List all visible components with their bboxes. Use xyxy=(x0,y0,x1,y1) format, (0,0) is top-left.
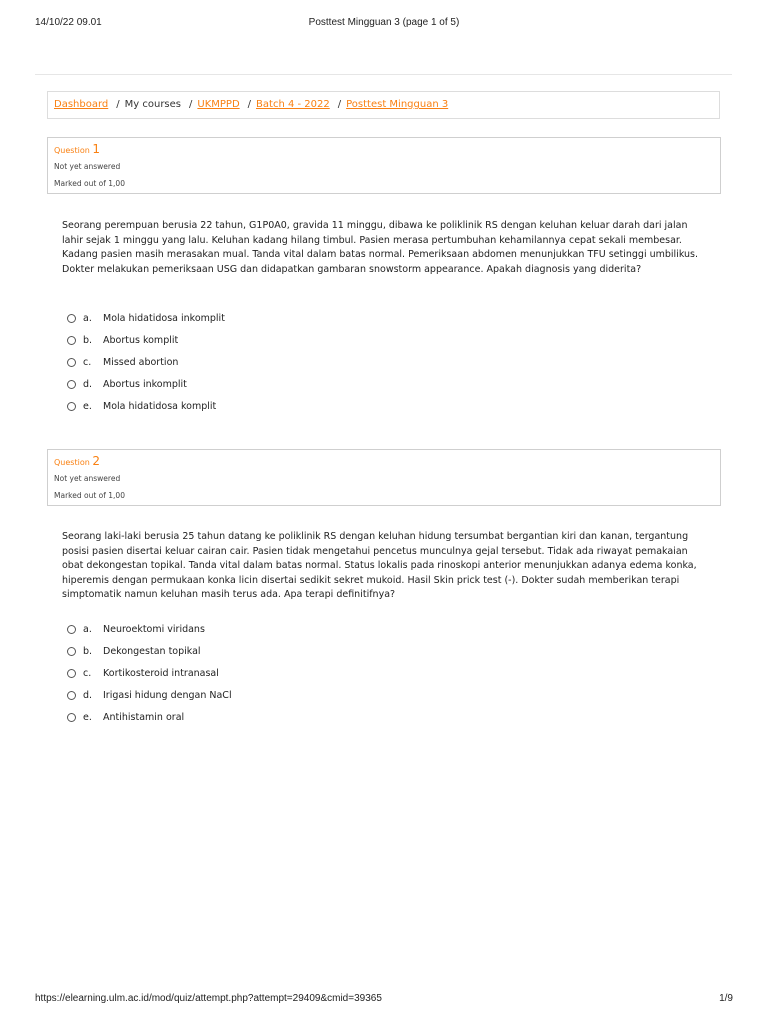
question-number: 2 xyxy=(92,454,100,468)
answer-letter: e. xyxy=(83,401,92,413)
breadcrumb-batch[interactable]: Batch 4 - 2022 xyxy=(256,99,330,110)
question-label: Question xyxy=(54,458,90,467)
page-number: 1/9 xyxy=(719,993,733,1004)
answer-text: Mola hidatidosa inkomplit xyxy=(103,312,225,324)
print-header xyxy=(35,17,733,31)
answer-option[interactable] xyxy=(67,307,707,329)
question-title xyxy=(54,454,714,470)
question-number: 1 xyxy=(92,142,100,156)
breadcrumb-ukmppd[interactable]: UKMPPD xyxy=(197,99,240,110)
breadcrumb-separator: / xyxy=(116,99,120,110)
answer-text: Kortikosteroid intranasal xyxy=(103,667,219,679)
answer-text: Mola hidatidosa komplit xyxy=(103,401,217,413)
question-label: Question xyxy=(54,146,90,155)
question-marks: Marked out of 1,00 xyxy=(54,179,125,188)
breadcrumb-separator: / xyxy=(247,99,252,110)
breadcrumb-my-courses: My courses xyxy=(124,99,182,110)
breadcrumb-posttest[interactable]: Posttest Mingguan 3 xyxy=(346,99,449,110)
answer-text: Abortus inkomplit xyxy=(103,379,187,391)
radio-button[interactable] xyxy=(67,380,76,389)
answer-letter: c. xyxy=(83,667,92,679)
answer-letter: d. xyxy=(83,379,93,391)
radio-button[interactable] xyxy=(67,669,76,678)
question-info-1 xyxy=(47,137,721,194)
question-text-2: Seorang laki-laki berusia 25 tahun datang ke poliklinik RS dengan keluhan hidung tersumbat bergantian kiri dan kanan, tergantung posisi pasien disertai keluar cairan cair. Pasien tidak mengetahui pencetus munculnya gejal tersebut. Tidak ada riwayat pemakaian obat dekongestan topikal. Tanda vital dalam batas normal. Status lokalis pada rinoskopi anterior menunjukkan adanya edema konka, hiperemis dengan permukaan konka licin disertai sedikit sekret mukoid. Hasil Skin prick test (-). Dokter sudah memberikan terapi simptomatik namun keluhan masih terus ada. Apa terapi definitifnya? xyxy=(62,531,697,600)
breadcrumb-separator: / xyxy=(189,99,193,110)
question-title xyxy=(54,142,714,158)
answer-text: Missed abortion xyxy=(103,356,179,368)
divider xyxy=(35,74,732,75)
page-url: https://elearning.ulm.ac.id/mod/quiz/attempt.php?attempt=29409&cmid=39365 xyxy=(35,993,382,1004)
question-marks: Marked out of 1,00 xyxy=(54,491,125,500)
radio-button[interactable] xyxy=(67,691,76,700)
answer-option[interactable] xyxy=(67,329,707,351)
radio-button[interactable] xyxy=(67,647,76,656)
radio-button[interactable] xyxy=(67,358,76,367)
answer-text: Antihistamin oral xyxy=(103,712,185,724)
print-footer xyxy=(35,993,733,1007)
answer-letter: b. xyxy=(83,645,93,657)
radio-button[interactable] xyxy=(67,402,76,411)
answer-letter: e. xyxy=(83,712,92,724)
radio-button[interactable] xyxy=(67,314,76,323)
answer-letter: a. xyxy=(83,623,92,635)
answer-option[interactable] xyxy=(67,351,707,373)
answer-option[interactable] xyxy=(67,618,707,640)
question-info-2 xyxy=(47,449,721,506)
answer-option[interactable] xyxy=(67,662,707,684)
radio-button[interactable] xyxy=(67,713,76,722)
answer-text: Neuroektomi viridans xyxy=(103,623,205,635)
answer-option[interactable] xyxy=(67,374,707,396)
answer-option[interactable] xyxy=(67,685,707,707)
print-title: Posttest Mingguan 3 (page 1 of 5) xyxy=(308,17,460,28)
breadcrumb-separator: / xyxy=(337,99,342,110)
answer-text: Dekongestan topikal xyxy=(103,645,201,657)
answer-option[interactable] xyxy=(67,396,707,418)
answer-letter: d. xyxy=(83,690,93,702)
answer-option[interactable] xyxy=(67,640,707,662)
answer-list-1 xyxy=(67,307,707,418)
answer-letter: c. xyxy=(83,356,92,368)
answer-letter: a. xyxy=(83,312,92,324)
question-status: Not yet answered xyxy=(54,474,121,483)
answer-option[interactable] xyxy=(67,707,707,729)
answer-text: Abortus komplit xyxy=(103,334,179,346)
answer-letter: b. xyxy=(83,334,93,346)
breadcrumb xyxy=(47,91,720,119)
print-date: 14/10/22 09.01 xyxy=(35,17,102,28)
question-text-1: Seorang perempuan berusia 22 tahun, G1P0A0, gravida 11 minggu, dibawa ke poliklinik RS dengan keluhan keluar darah dari jalan lahir sejak 1 minggu yang lalu. Keluhan kadang hilang timbul. Pasien merasa pertumbuhan kehamilannya cepat sekali membesar. Kadang pasien masih merasakan mual. Tanda vital dalam batas normal. Pemeriksaan abdomen menunjukkan TFU setinggi umbilikus. Dokter melakukan pemeriksaan USG dan didapatkan gambaran snowstorm appearance. Apakah diagnosis yang diderita? xyxy=(62,220,699,275)
breadcrumb-dashboard[interactable]: Dashboard xyxy=(54,99,109,110)
radio-button[interactable] xyxy=(67,336,76,345)
answer-list-2 xyxy=(67,618,707,729)
radio-button[interactable] xyxy=(67,625,76,634)
answer-text: Irigasi hidung dengan NaCl xyxy=(103,690,232,702)
question-status: Not yet answered xyxy=(54,162,121,171)
